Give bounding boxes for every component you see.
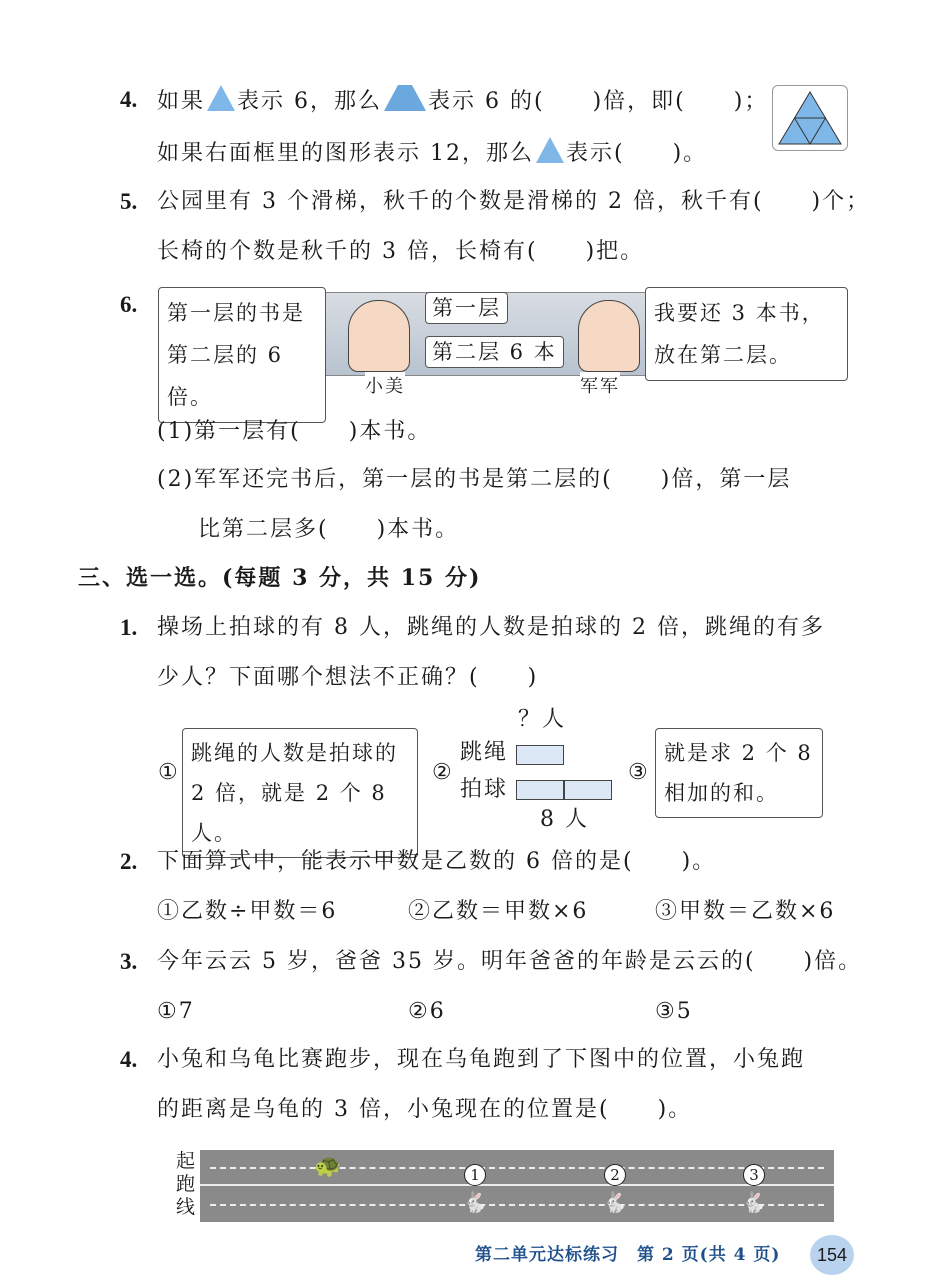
text: 表示 6 的( )倍，即( )； <box>428 89 769 114</box>
section-3-heading: 三、选一选。(每题 3 分，共 15 分) <box>78 565 482 591</box>
q6-number: 6. <box>120 292 138 317</box>
q5-line1: 公园里有 3 个滑梯，秋千的个数是滑梯的 2 倍，秋千有( )个； <box>157 189 871 214</box>
c2-line1: 下面算式中，能表示甲数是乙数的 6 倍的是( )。 <box>157 849 717 874</box>
c1-number: 1. <box>120 615 138 640</box>
boy-speech-bubble <box>645 287 848 381</box>
triangle-figure-box <box>772 85 848 151</box>
girl-name: 小美 <box>365 372 405 402</box>
q6-sub2-line1: (2)军军还完书后，第一层的书是第二层的( )倍，第一层 <box>157 467 792 492</box>
ball-bar-2 <box>564 780 612 800</box>
ball-bar-1 <box>516 780 564 800</box>
page-number-badge: 154 <box>810 1235 854 1275</box>
parallelogram-icon <box>384 85 426 111</box>
text: 相加的和。 <box>664 781 779 805</box>
c2-option-3: ③甲数＝乙数×6 <box>655 899 836 924</box>
lane-divider <box>200 1184 834 1186</box>
position-marker-2: 2 <box>604 1164 626 1186</box>
option-1-box <box>182 728 418 858</box>
q4-line2 <box>157 137 707 169</box>
option-3-mark: ③ <box>628 760 650 785</box>
option-2-mark: ② <box>432 760 454 785</box>
option-1-mark: ① <box>158 760 180 785</box>
c2-number: 2. <box>120 849 138 874</box>
start-line-label: 起跑线 <box>176 1150 198 1218</box>
boy-illustration <box>578 300 640 372</box>
q6-sub2-line2: 比第二层多( )本书。 <box>198 517 460 542</box>
text: 放在第二层。 <box>654 343 792 367</box>
jump-rope-bar <box>516 745 564 765</box>
text: 跳绳的人数是拍球的 <box>191 741 398 765</box>
text: 表示 6，那么 <box>237 89 383 114</box>
c3-option-2: ②6 <box>408 999 446 1024</box>
c2-option-1: ①乙数÷甲数＝6 <box>157 899 338 924</box>
option-3-box <box>655 728 823 818</box>
text: 我要还 3 本书， <box>654 301 825 325</box>
rabbit-icon: 🐇 <box>602 1190 627 1214</box>
position-marker-1: 1 <box>464 1164 486 1186</box>
c3-number: 3. <box>120 949 138 974</box>
c4-number: 4. <box>120 1047 138 1072</box>
rabbit-icon: 🐇 <box>741 1190 766 1214</box>
c3-option-1: ①7 <box>157 999 195 1024</box>
shelf-label-bottom: 第二层 6 本 <box>425 336 564 368</box>
footer-text: 第二单元达标练习 第 2 页(共 4 页) <box>475 1245 781 1265</box>
boy-name: 军军 <box>580 372 620 402</box>
q6-sub1: (1)第一层有( )本书。 <box>157 419 432 444</box>
c4-line2: 的距离是乌龟的 3 倍，小兔现在的位置是( )。 <box>157 1097 693 1122</box>
c3-option-3: ③5 <box>655 999 693 1024</box>
c1-line2: 少人？下面哪个想法不正确？( ) <box>157 665 539 690</box>
girl-illustration <box>348 300 410 372</box>
text: 第一层的书是 <box>167 301 305 325</box>
text: 表示( )。 <box>566 141 708 166</box>
lane-dash <box>210 1167 824 1169</box>
diagram-row-label-ball: 拍球 <box>460 777 509 802</box>
position-marker-3: 3 <box>743 1164 765 1186</box>
lane-dash <box>210 1204 824 1206</box>
diagram-bottom-label: 8 人 <box>540 807 589 832</box>
shelf-label-top: 第一层 <box>425 292 508 324</box>
text: 如果 <box>157 89 206 114</box>
text: 第二层的 6 倍。 <box>167 343 284 409</box>
q5-number: 5. <box>120 189 138 214</box>
text: 就是求 2 个 8 <box>664 741 813 765</box>
triangle-icon <box>207 85 235 111</box>
race-track <box>200 1150 834 1222</box>
c1-line1: 操场上拍球的有 8 人，跳绳的人数是拍球的 2 倍，跳绳的有多 <box>157 615 825 640</box>
diagram-row-label-jump: 跳绳 <box>460 740 509 765</box>
triangle-icon <box>536 137 564 163</box>
q4-number: 4. <box>120 87 138 112</box>
c3-line1: 今年云云 5 岁，爸爸 35 岁。明年爸爸的年龄是云云的( )倍。 <box>157 949 863 974</box>
q5-line2: 长椅的个数是秋千的 3 倍，长椅有( )把。 <box>157 239 645 264</box>
big-triangle-icon <box>773 86 847 150</box>
diagram-top-label: ？人 <box>518 707 567 732</box>
c4-line1: 小兔和乌龟比赛跑步，现在乌龟跑到了下图中的位置，小兔跑 <box>157 1047 806 1072</box>
c2-option-2: ②乙数＝甲数×6 <box>408 899 589 924</box>
q4-line1 <box>157 85 768 117</box>
text: 2 倍，就是 2 个 8 人。 <box>191 781 387 845</box>
text: 如果右面框里的图形表示 12，那么 <box>157 141 534 166</box>
turtle-icon: 🐢 <box>314 1154 342 1179</box>
rabbit-icon: 🐇 <box>462 1190 487 1214</box>
girl-speech-bubble <box>158 287 326 423</box>
